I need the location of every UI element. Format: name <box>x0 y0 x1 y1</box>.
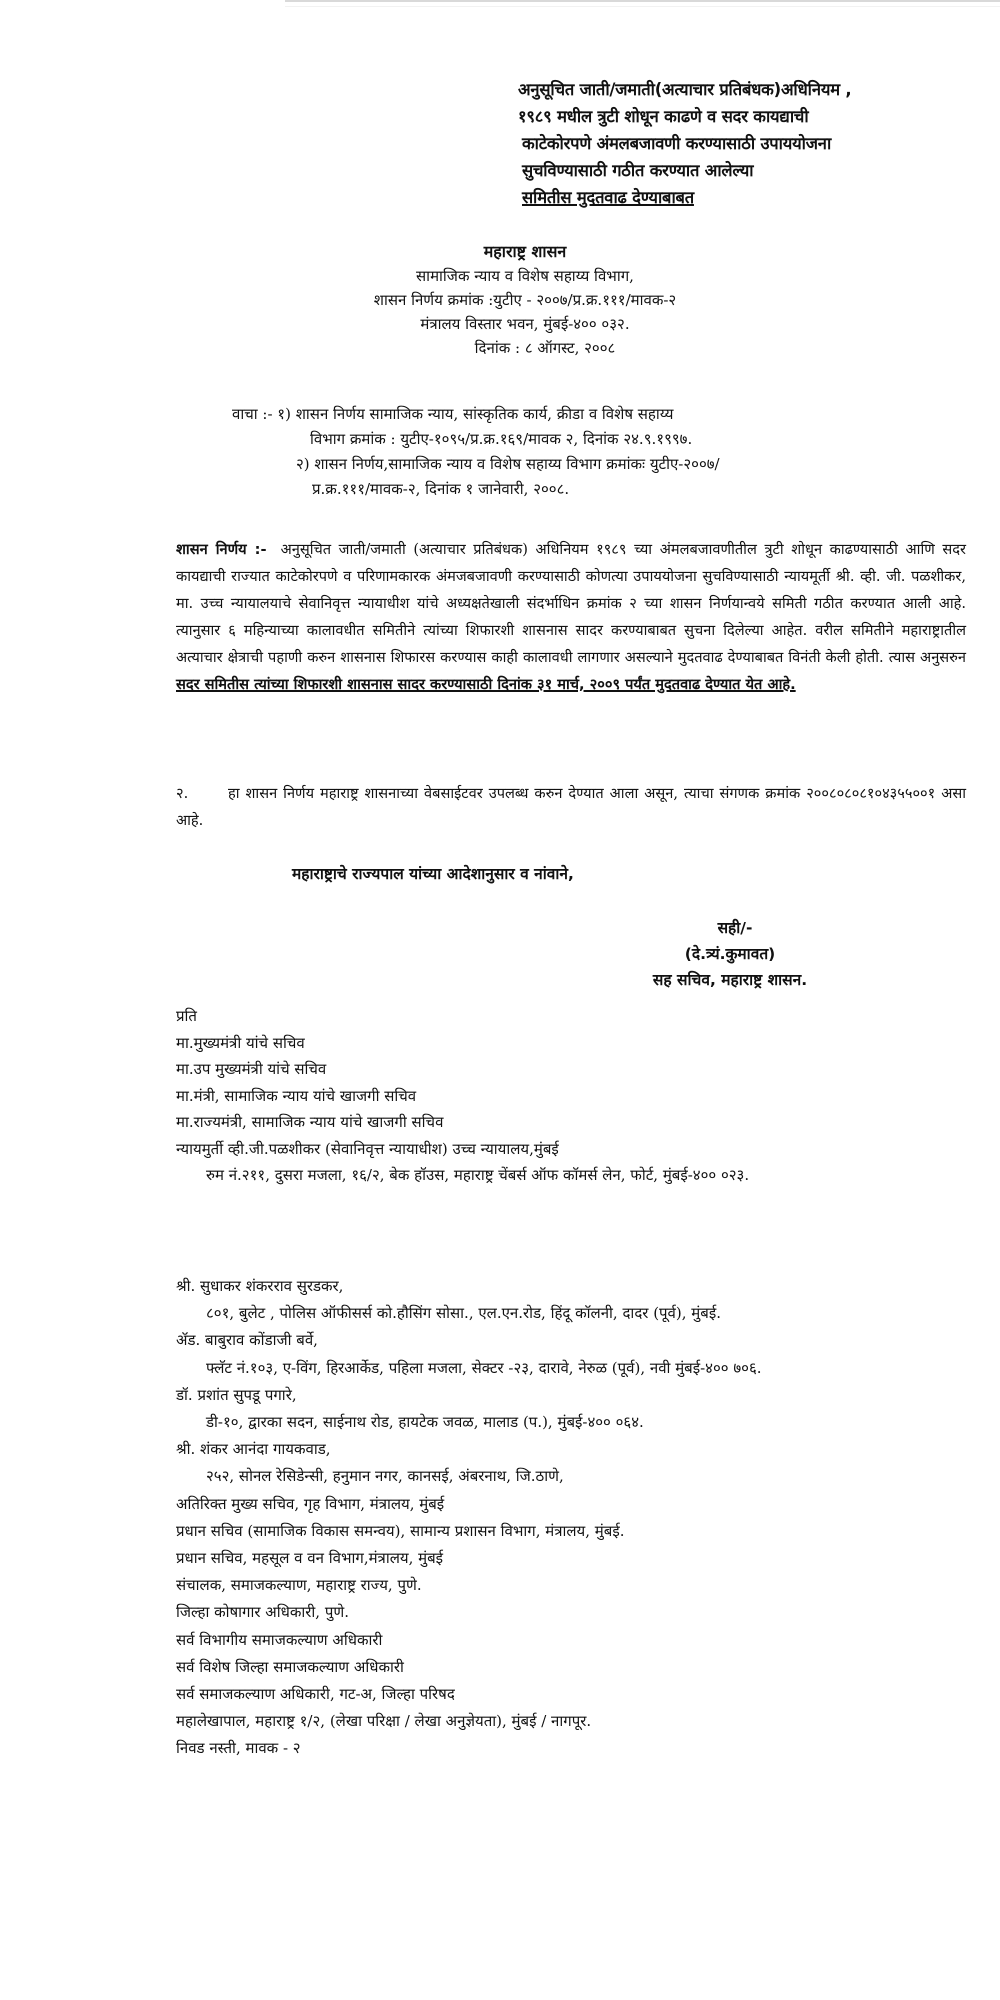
distribution-item: प्रधान सचिव, महसूल व वन विभाग,मंत्रालय, मुंबई <box>176 1549 444 1568</box>
subject-line-underlined <box>518 184 958 211</box>
reference-1: वाचा :- १) शासन निर्णय सामाजिक न्याय, सांस्कृतिक कार्य, क्रीडा व विशेष सहाय्य <box>232 405 674 423</box>
resolution-lead: शासन निर्णय :- <box>176 541 267 558</box>
signatory-designation: सह सचिव, महाराष्ट्र शासन. <box>652 971 808 989</box>
reference-2: २) शासन निर्णय,सामाजिक न्याय व विशेष सहाय्य विभाग क्रमांकः युटीए-२००७/ <box>296 455 720 473</box>
distribution-heading: प्रति <box>176 1007 197 1025</box>
subject-block <box>518 76 958 211</box>
document-header <box>300 240 750 360</box>
distribution-item: ॲड. बाबुराव कोंडाजी बर्वे, <box>176 1331 318 1350</box>
government-title: महाराष्ट्र शासन <box>483 242 567 261</box>
signed-mark: सही/- <box>717 919 753 937</box>
distribution-item: प्रधान सचिव (सामाजिक विकास समन्वय), सामान्य प्रशासन विभाग, मंत्रालय, मुंबई. <box>176 1521 625 1540</box>
distribution-item: सर्व विशेष जिल्हा समाजकल्याण अधिकारी <box>176 1657 404 1676</box>
subject-line: १९८९ मधील त्रुटी शोधून काढणे व सदर कायद्याची <box>518 107 809 126</box>
distribution-item: जिल्हा कोषागार अधिकारी, पुणे. <box>176 1603 349 1622</box>
resolution-body: अनुसूचित जाती/जमाती (अत्याचार प्रतिबंधक) अधिनियम १९८९ च्या अंमलबजावणीतील त्रुटी शोधून काढण्यासाठी आणि सदर कायद्याची राज्यात काटेकोरपणे व परिणामकारक अंमजबजावणी करण्यासाठी कोणत्या उपाययोजना सुचविण्यासाठी न्यायमूर्ती श्री. व्ही. जी. पळशीकर, मा. उच्च न्यायालयाचे सेवानिवृत्त न्यायाधीश यांचे अध्यक्षतेखाली संदर्भाधिन क्रमांक २ च्या शासन निर्णयान्वये समिती गठीत करण्यात आली आहे. त्यानुसार ६ महिन्याच्या कालावधीत समितीने त्यांच्या शिफारशी शासनास सादर करण्याबाबत सुचना दिलेल्या आहेत. वरील समितीने महाराष्ट्रातील अत्याचार क्षेत्राची पहाणी करुन शासनास शिफारस करण्यास काही कालावधी लागणार असल्याने मुदतवाढ देण्याबाबत विनंती केली होती. त्यास अनुसरुन <box>176 541 966 666</box>
resolution-paragraph <box>176 536 966 698</box>
reference-2-cont: प्र.क्र.१११/मावक-२, दिनांक १ जानेवारी, २००८. <box>312 480 570 498</box>
subject-line: काटेकोरपणे अंमलबजावणी करण्यासाठी उपाययोजना <box>522 134 832 153</box>
distribution-item: श्री. शंकर आनंदा गायकवाड, <box>176 1440 331 1459</box>
signature-block <box>600 915 860 993</box>
distribution-item: मा.उप मुख्यमंत्री यांचे सचिव <box>176 1060 327 1078</box>
distribution-list-continued <box>176 1273 976 1763</box>
distribution-item: अतिरिक्त मुख्य सचिव, गृह विभाग, मंत्रालय, मुंबई <box>176 1494 445 1513</box>
distribution-item: मा.राज्यमंत्री, सामाजिक न्याय यांचे खाजगी सचिव <box>176 1113 444 1131</box>
distribution-item: मा.मुख्यमंत्री यांचे सचिव <box>176 1033 305 1052</box>
distribution-list <box>176 1003 976 1189</box>
distribution-address: फ्लॅट नं.१०३, ए-विंग, हिरआर्केड, पहिला मजला, सेक्टर -२३, दारावे, नेरुळ (पूर्व), नवी मुंबई-४०० ७०६. <box>206 1358 762 1377</box>
distribution-item: सर्व समाजकल्याण अधिकारी, गट-अ, जिल्हा परिषद <box>176 1685 455 1704</box>
document-date: दिनांक : ८ ऑगस्ट, २००८ <box>474 339 616 357</box>
distribution-item: श्री. सुधाकर शंकरराव सुरडकर, <box>176 1277 344 1295</box>
page-top-edge-shadow <box>285 6 1000 7</box>
subject-line: अनुसूचित जाती/जमाती(अत्याचार प्रतिबंधक)अधिनियम , <box>518 80 852 99</box>
gr-number: शासन निर्णय क्रमांक :युटीए - २००७/प्र.क्र.१११/मावक-२ <box>373 291 677 309</box>
paragraph-2 <box>176 780 966 834</box>
distribution-item: सर्व विभागीय समाजकल्याण अधिकारी <box>176 1630 383 1649</box>
subject-underlined-text: समितीस मुदतवाढ देण्याबाबत <box>522 188 694 207</box>
department-name: सामाजिक न्याय व विशेष सहाय्य विभाग, <box>416 267 634 285</box>
distribution-address: डी-१०, द्वारका सदन, साईनाथ रोड, हायटेक जवळ, मालाड (प.), मुंबई-४०० ०६४. <box>206 1413 644 1432</box>
governor-order-line: महाराष्ट्राचे राज्यपाल यांच्या आदेशानुसार व नांवाने, <box>292 865 574 883</box>
distribution-item: डॉ. प्रशांत सुपडू पगारे, <box>176 1385 297 1404</box>
subject-line: सुचविण्यासाठी गठीत करण्यात आलेल्या <box>522 161 754 180</box>
resolution-emphasis: सदर समितीस त्यांच्या शिफारशी शासनास सादर करण्यासाठी दिनांक ३१ मार्च, २००९ पर्यंत मुदतवाढ देण्यात येत आहे. <box>176 676 796 693</box>
distribution-item: निवड नस्ती, मावक - २ <box>176 1739 301 1758</box>
paragraph-number: २. <box>176 785 189 802</box>
distribution-item: मा.मंत्री, सामाजिक न्याय यांचे खाजगी सचिव <box>176 1086 417 1105</box>
distribution-address: ८०१, बुलेट , पोलिस ऑफीसर्स को.हौसिंग सोसा., एल.एन.रोड, हिंदू कॉलनी, दादर (पूर्व), मुंबई. <box>206 1304 721 1323</box>
office-address: मंत्रालय विस्तार भवन, मुंबई-४०० ०३२. <box>420 315 630 333</box>
distribution-item: न्यायमुर्ती व्ही.जी.पळशीकर (सेवानिवृत्त न्यायाधीश) उच्च न्यायालय,मुंबई <box>176 1139 559 1158</box>
paragraph-2-text: हा शासन निर्णय महाराष्ट्र शासनाच्या वेबसाईटवर उपलब्ध करुन देण्यात आला असून, त्याचा संगणक क्रमांक २००८०८०८१०४३५५००१ असा आहे. <box>176 785 966 829</box>
reference-1-cont: विभाग क्रमांक : युटीए-१०९५/प्र.क्र.१६९/मावक २, दिनांक २४.९.१९९७. <box>310 430 693 448</box>
distribution-address: २५२, सोनल रेसिडेन्सी, हनुमान नगर, कानसई, अंबरनाथ, जि.ठाणे, <box>206 1467 564 1486</box>
distribution-address: रुम नं.२११, दुसरा मजला, १६/२, बेक हॉउस, महाराष्ट्र चेंबर्स ऑफ कॉमर्स लेन, फोर्ट, मुंबई-४०० ०२३. <box>206 1166 750 1184</box>
page-top-edge <box>285 0 1000 2</box>
signatory-name: (दे.त्र्यं.कुमावत) <box>684 945 776 963</box>
references-block <box>232 402 952 502</box>
distribution-item: संचालक, समाजकल्याण, महाराष्ट्र राज्य, पुणे. <box>176 1576 422 1595</box>
distribution-item: महालेखापाल, महाराष्ट्र १/२, (लेखा परिक्षा / लेखा अनुज्ञेयता), मुंबई / नागपूर. <box>176 1712 592 1731</box>
